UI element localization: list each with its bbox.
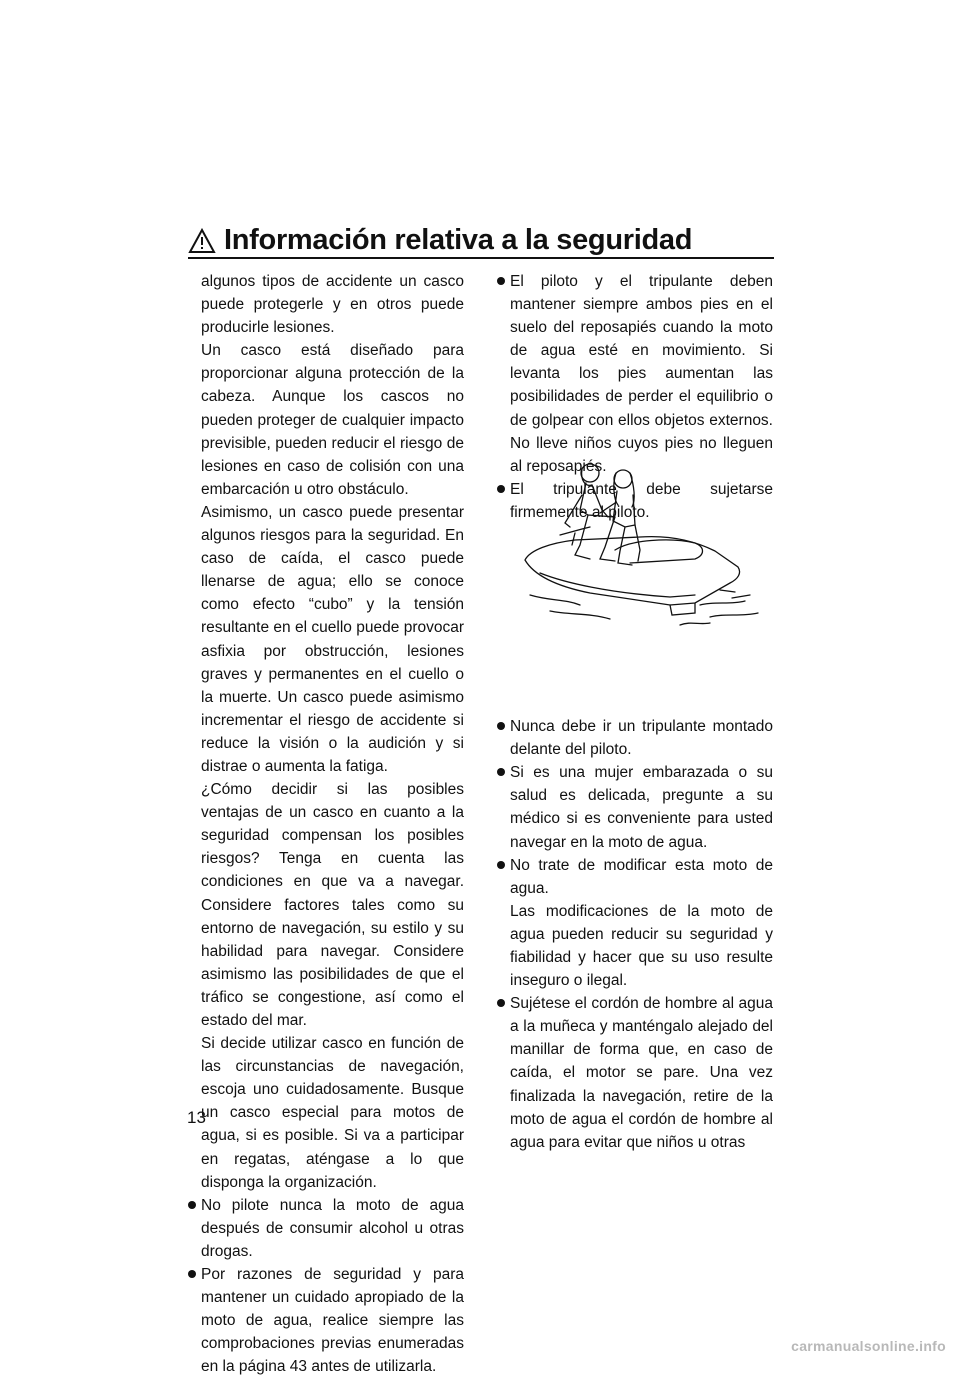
- jet-ski-riders-illustration: [520, 455, 765, 635]
- bullet-text: No pilote nunca la moto de agua después de consumir alcohol u otras drogas.: [201, 1196, 464, 1260]
- bullet-icon: [497, 861, 505, 869]
- page-title: Información relativa a la seguridad: [224, 224, 693, 256]
- page-number: 13: [187, 1108, 206, 1127]
- paragraph: algunos tipos de accidente un casco puede protegerle y en otros puede producirle lesiones.: [201, 273, 464, 337]
- bullet-icon: [188, 1270, 196, 1278]
- bullet-item: [497, 854, 773, 900]
- paragraph: Las modificaciones de la moto de agua pueden reducir su seguridad y fiabilidad y hacer que su uso resulte inseguro o ilegal.: [510, 902, 773, 990]
- bullet-text: No trate de modificar esta moto de agua.: [510, 856, 773, 897]
- bullet-item: [497, 715, 773, 761]
- paragraph: ¿Cómo decidir si las posibles ventajas de un casco en cuanto a la seguridad compensan los posibles riesgos? Tenga en cuenta las condiciones en que va a navegar. Considere factores tales como su entorno de navegación, su estilo y su habilidad para navegar. Considere asimismo las posibilidades de que el tráfico se congestione, así como el estado del mar.: [201, 781, 464, 1029]
- header-rule: [188, 257, 774, 259]
- bullet-text: Por razones de seguridad y para mantener un cuidado apropiado de la moto de agua, realice siempre las comprobaciones previas enumeradas en la página 43 antes de utilizarla.: [201, 1266, 464, 1376]
- warning-triangle-icon: [188, 228, 216, 254]
- bullet-text: Sujétese el cordón de hombre al agua a la muñeca y manténgalo alejado del manillar de forma que, en caso de caída, el motor se pare. Una vez finalizada la navegación, retire de la moto de agua el cordón de hombre al agua para evitar que niños u otras: [510, 995, 773, 1151]
- page-header: [188, 224, 692, 257]
- bullet-icon: [497, 485, 505, 493]
- bullet-icon: [497, 722, 505, 730]
- paragraph: Un casco está diseñado para proporcionar alguna protección de la cabeza. Aunque los cascos no pueden proteger de cualquier impacto previsible, pueden reducir el riesgo de lesiones en caso de colisión con una embarcación u otro obstáculo.: [201, 342, 464, 498]
- bullet-icon: [497, 277, 505, 285]
- paragraph: Si decide utilizar casco en función de las circunstancias de navegación, escoja uno cuidadosamente. Busque un casco especial para motos de agua, si es posible. Si va a participar en regatas, aténgase a lo que disponga la organización.: [201, 1035, 464, 1191]
- bullet-icon: [188, 1201, 196, 1209]
- paragraph: Asimismo, un casco puede presentar algunos riesgos para la seguridad. En caso de caída, el casco puede llenarse de agua; ello se conoce como efecto “cubo” y la tensión resultante en el cuello puede provocar asfixia por obstrucción, lesiones graves y permanentes en el cuello o la muerte. Un casco puede asimismo incrementar el riesgo de accidente si reduce la visión o la audición y si distrae o aumenta la fatiga.: [201, 503, 464, 775]
- bullet-item: [497, 761, 773, 853]
- right-column: [497, 270, 773, 1154]
- left-column: [188, 270, 464, 1379]
- bullet-text: El piloto y el tripulante deben mantener siempre ambos pies en el suelo del reposapiés cuando la moto de agua esté en movimiento. Si levanta los pies aumentan las posibilidades de perder el equilibrio o de golpear con ellos objetos externos. No lleve niños cuyos pies no lleguen al reposapiés.: [510, 273, 773, 475]
- bullet-icon: [497, 768, 505, 776]
- bullet-icon: [497, 999, 505, 1007]
- bullet-item: [188, 1194, 464, 1263]
- bullet-text: Nunca debe ir un tripulante montado delante del piloto.: [510, 718, 773, 759]
- watermark: carmanualsonline.info: [791, 1338, 946, 1354]
- bullet-item: [497, 992, 773, 1154]
- bullet-text: El tripulante debe sujetarse firmemente al piloto.: [510, 480, 773, 521]
- bullet-item: [497, 270, 773, 478]
- bullet-item: [188, 1263, 464, 1378]
- bullet-text: Si es una mujer embarazada o su salud es delicada, pregunte a su médico si es conveniente para usted navegar en la moto de agua.: [510, 764, 773, 851]
